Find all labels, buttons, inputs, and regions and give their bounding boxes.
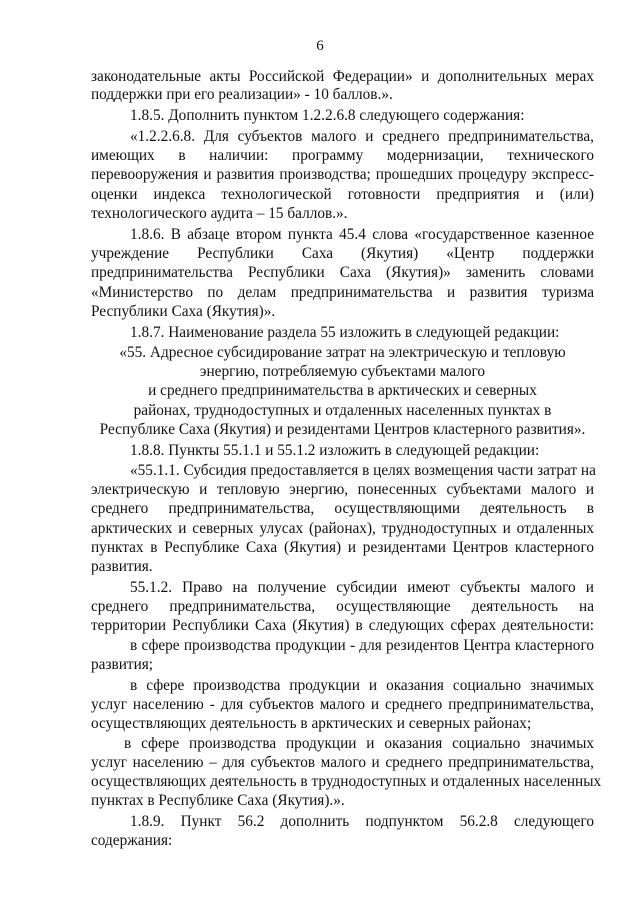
text-line: 1.8.9. Пункт 56.2 дополнить подпунктом 56.2.8 следующего: [130, 813, 594, 830]
text-line: «Министерство по делам предпринимательства и развития туризма: [91, 284, 594, 301]
text-line: 1.8.5. Дополнить пунктом 1.2.2.6.8 следующего содержания:: [130, 107, 525, 124]
text-line: территории Республики Саха (Якутия) в следующих сферах деятельности:: [91, 617, 594, 634]
text-line: Республики Саха (Якутия)».: [91, 303, 276, 320]
text-line: 1.8.6. В абзаце втором пункта 45.4 слова «государственное казенное: [130, 226, 594, 243]
text-line: 1.8.7. Наименование раздела 55 изложить в следующей редакции:: [130, 324, 560, 341]
text-line: энергию, потребляемую субъектами малого: [199, 363, 486, 380]
text-line: развития;: [91, 656, 154, 673]
text-line: Республикe Саха (Якутия) и резидентами Центров кластерного развития».: [99, 421, 586, 438]
text-line: содержания:: [91, 832, 173, 849]
text-line: учреждение Республики Саха (Якутия) «Центр поддержки: [91, 245, 594, 262]
text-line: в сфере производства продукции и оказания социально значимых: [124, 735, 594, 752]
text-line: «1.2.2.6.8. Для субъектов малого и среднего предпринимательства,: [130, 128, 594, 145]
text-line: и среднего предпринимательства в арктических и северных: [148, 382, 537, 399]
text-line: поддержки при его реализации» - 10 баллов.».: [91, 86, 393, 103]
text-line: электрическую и тепловую энергию, понесенных субъектами малого и: [91, 481, 594, 498]
text-line: «55. Адресное субсидирование затрат на электрическую и тепловую: [119, 344, 566, 361]
text-line: перевооружения и развития производства; прошедших процедуру экспресс-: [91, 166, 594, 183]
text-line: услуг населению - для субъектов малого и среднего предпринимательства,: [91, 696, 594, 713]
text-line: осуществляющих деятельность в труднодоступных и отдаленных населенных: [91, 773, 602, 790]
text-line: 1.8.8. Пункты 55.1.1 и 55.1.2 изложить в следующей редакции:: [130, 442, 540, 459]
text-line: 55.1.2. Право на получение субсидии имеют субъекты малого и: [130, 579, 594, 596]
text-line: среднего предпринимательства, осуществляющими деятельность в: [91, 500, 594, 517]
text-line: в сфере производства продукции - для резидентов Центра кластерного: [130, 637, 594, 654]
text-line: услуг населению – для субъектов малого и среднего предпринимательства,: [91, 754, 594, 771]
text-line: в сфере производства продукции и оказания социально значимых: [130, 677, 594, 694]
text-line: «55.1.1. Субсидия предоставляется в целях возмещения части затрат на: [130, 462, 596, 479]
text-line: районах, труднодоступных и отдаленных населенных пунктах в: [133, 402, 552, 419]
text-line: технологического аудита – 15 баллов.».: [91, 205, 348, 222]
text-line: арктических и северных улусах (районах), труднодоступных и отдаленных: [91, 520, 594, 537]
text-line: имеющих в наличии: программу модернизации, технического: [91, 147, 594, 164]
text-line: развития.: [91, 558, 153, 575]
page-number: 6: [316, 38, 324, 54]
text-line: осуществляющих деятельность в арктических и северных районах;: [91, 715, 532, 732]
text-line: пунктах в Республике Саха (Якутия).».: [91, 792, 345, 809]
text-line: предпринимательства Республики Саха (Якутия)» заменить словами: [91, 264, 594, 281]
text-line: оценки индекса технологической готовности предприятия и (или): [91, 186, 594, 203]
text-line: законодательные акты Российской Федерации» и дополнительных мерах: [91, 68, 594, 85]
text-line: пунктах в Республике Саха (Якутия) и резидентами Центров кластерного: [91, 539, 594, 556]
text-line: среднего предпринимательства, осуществляющие деятельность на: [91, 598, 594, 615]
